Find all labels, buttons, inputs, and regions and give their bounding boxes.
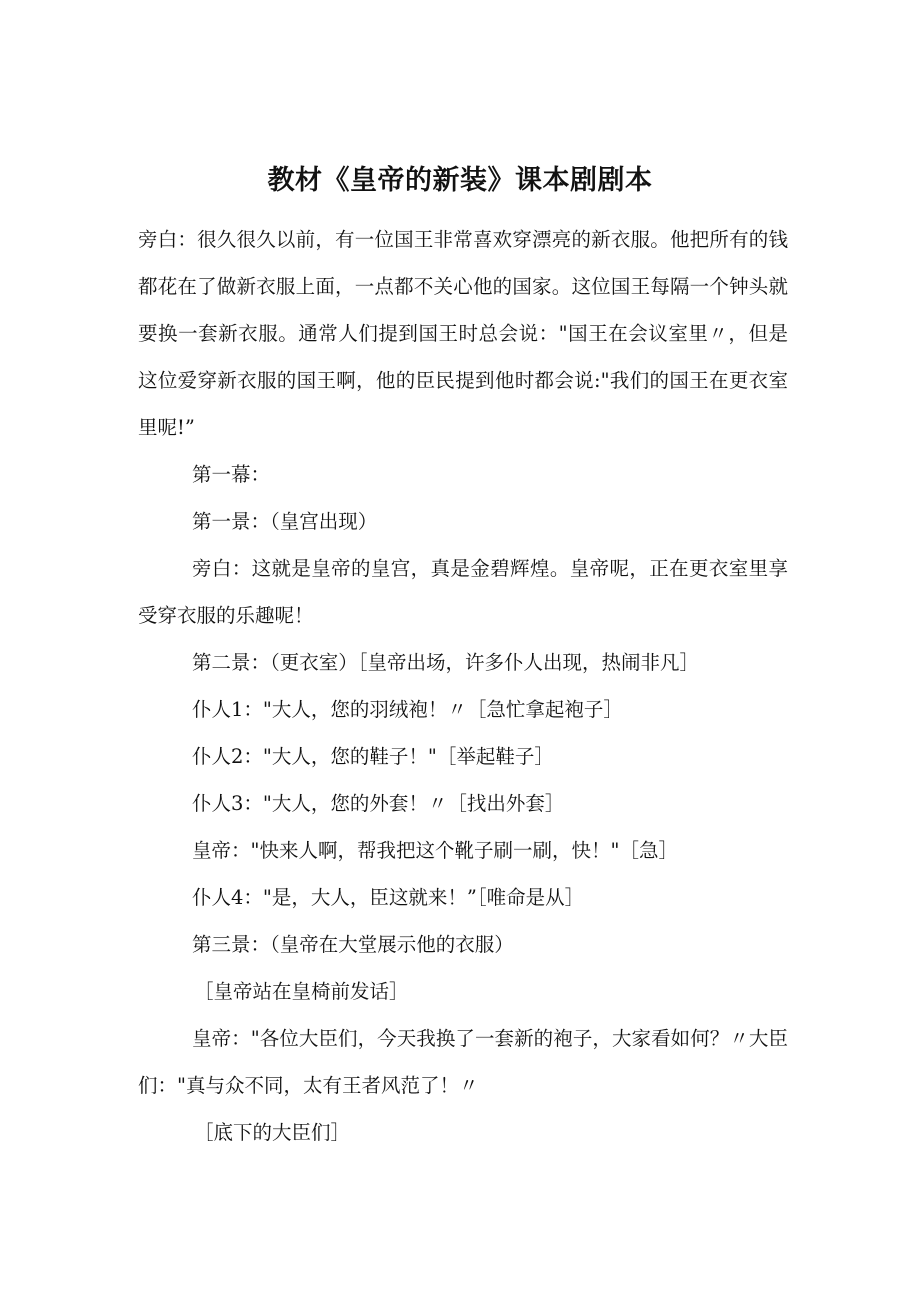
dialogue-line: 仆人2："大人，您的鞋子！"［举起鞋子］ xyxy=(192,745,554,768)
dialogue-line: 皇帝："快来人啊，帮我把这个靴子刷一刷，快！"［急］ xyxy=(192,839,678,862)
narration-paragraph: 旁白：这就是皇帝的皇宫，真是金碧辉煌。皇帝呢，正在更衣室里享受穿衣服的乐趣呢！ xyxy=(138,557,788,627)
dialogue-line: 仆人1："大人，您的羽绒袍！〃［急忙拿起袍子］ xyxy=(192,698,623,721)
dialogue-line: 仆人4："是，大人，臣这就来！”［唯命是从］ xyxy=(192,886,585,909)
scene-heading: 第一景：（皇宫出现） xyxy=(192,510,378,533)
stage-direction: ［底下的大臣们］ xyxy=(194,1121,351,1144)
document-title: 教材《皇帝的新装》课本剧剧本 xyxy=(267,165,653,197)
script-body xyxy=(138,216,788,1156)
act-heading: 第一幕： xyxy=(192,463,271,486)
dialogue-line: 皇帝："各位大臣们，今天我换了一套新的袍子，大家看如何？〃大臣们："真与众不同，太有王者风范了！〃 xyxy=(138,1027,788,1097)
stage-direction: ［皇帝站在皇椅前发话］ xyxy=(194,980,409,1003)
scene-heading: 第三景：（皇帝在大堂展示他的衣服） xyxy=(192,933,514,956)
dialogue-line: 仆人3："大人，您的外套！〃［找出外套］ xyxy=(192,792,565,815)
narration-paragraph: 旁白：很久很久以前，有一位国王非常喜欢穿漂亮的新衣服。他把所有的钱都花在了做新衣服上面，一点都不关心他的国家。这位国王每隔一个钟头就要换一套新衣服。通常人们提到国王时总会说："国王在会议室里〃，但是这位爱穿新衣服的国王啊，他的臣民提到他时都会说:"我们的国王在更衣室里呢!” xyxy=(138,228,788,439)
scene-heading: 第二景：（更衣室）［皇帝出场，许多仆人出现，热闹非凡］ xyxy=(192,651,700,674)
